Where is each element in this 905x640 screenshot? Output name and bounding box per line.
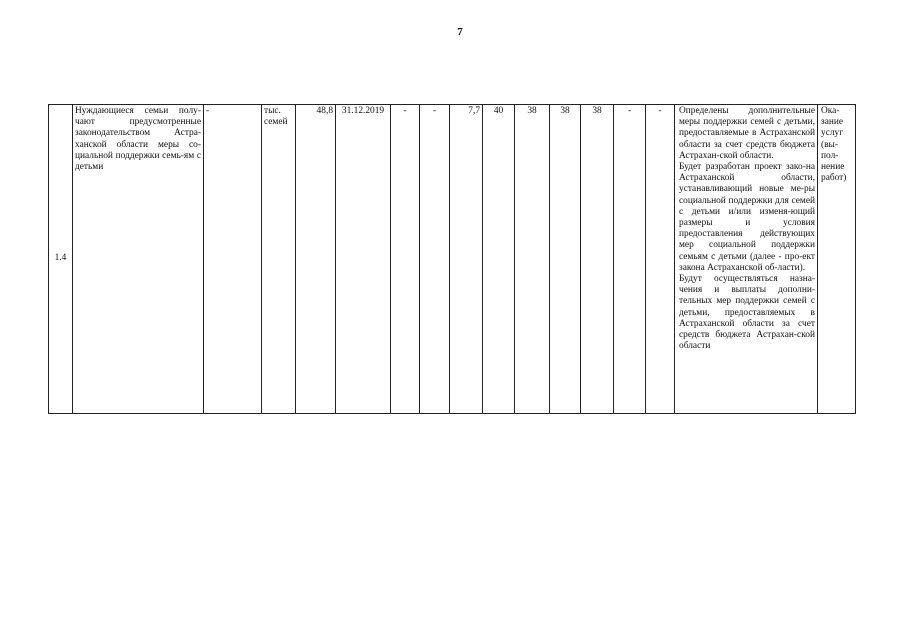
- description-paragraph: Будет разработан проект зако-на Астраханской области, устанавливающий новые ме-ры социальной поддержки для семей с детьми и/или изменя-ющий размеры и условия предоставления действующих мер социальной поддержки семьям с детьми (далее - про-ект закона Астраханской об-ласти).: [679, 162, 815, 273]
- indicator-name: Нуждающиеся семьи полу-чают предусмотренные законодательством Астра-ханской области меры со-циальной поддержки семь-ям с детьми: [73, 105, 204, 414]
- base-date: 31.12.2019: [336, 105, 391, 414]
- measure-description: [675, 105, 818, 414]
- cell-dash: -: [204, 105, 262, 414]
- table-row: [49, 105, 856, 414]
- year-value: 38: [515, 105, 550, 414]
- year-value: -: [614, 105, 646, 414]
- year-value: 38: [550, 105, 581, 414]
- year-value: -: [391, 105, 420, 414]
- description-paragraph: Определены дополнительные меры поддержки семей с детьми, предоставляемые в Астраханской области за счет средств бюджета Астрахан-ской области.: [679, 106, 815, 161]
- measures-table: [48, 104, 856, 414]
- year-value: -: [646, 105, 675, 414]
- unit-cell: тыс. семей: [262, 105, 296, 414]
- result-type: Ока-зание услуг (вы-пол-нение работ): [818, 105, 856, 414]
- base-value: 48,8: [296, 105, 336, 414]
- row-index: 1.4: [49, 105, 73, 414]
- year-value: 40: [483, 105, 515, 414]
- description-paragraph: Будут осуществляться назна-чения и выплаты дополни-тельных мер поддержки семей с детьми, предоставляемых в Астраханской области за счет средств бюджета Астрахан-ской области: [679, 274, 815, 352]
- year-value: -: [420, 105, 450, 414]
- year-value: 7,7: [450, 105, 483, 414]
- page-number: 7: [457, 26, 463, 38]
- year-value: 38: [581, 105, 614, 414]
